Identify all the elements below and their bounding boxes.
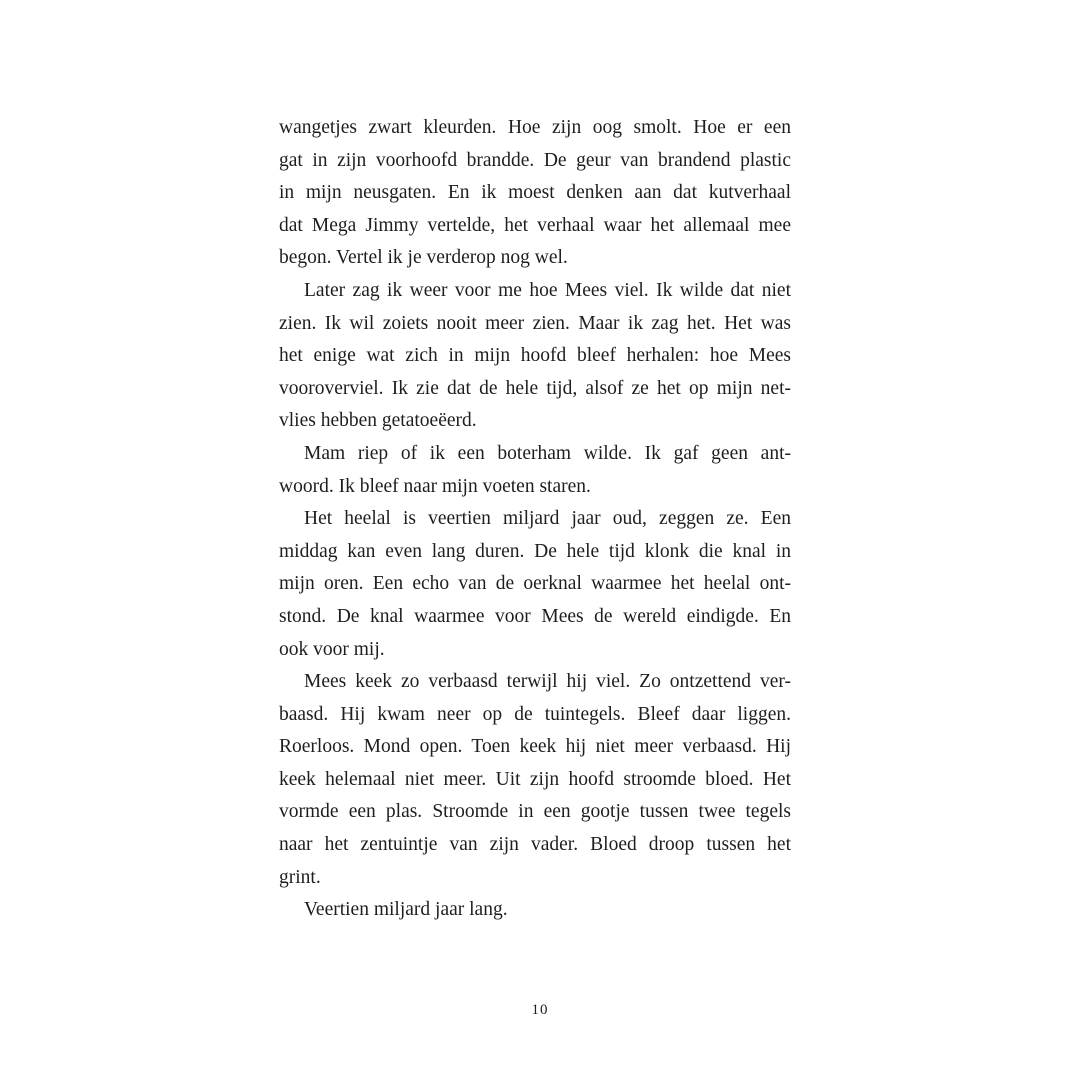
text-line: vormde een plas. Stroomde in een gootje tussen twee tegels bbox=[279, 801, 791, 823]
text-line: vlies hebben getatoeëerd. bbox=[279, 410, 477, 432]
text-line: het enige wat zich in mijn hoofd bleef herhalen: hoe Mees bbox=[279, 345, 791, 367]
text-line: Mees keek zo verbaasd terwijl hij viel. Zo ontzettend ver- bbox=[304, 671, 791, 693]
text-line: mijn oren. Een echo van de oerknal waarmee het heelal ont- bbox=[279, 573, 791, 595]
text-line: stond. De knal waarmee voor Mees de wereld eindigde. En bbox=[279, 605, 791, 627]
text-line: keek helemaal niet meer. Uit zijn hoofd stroomde bloed. Het bbox=[279, 768, 791, 790]
text-line: Mam riep of ik een boterham wilde. Ik gaf geen ant- bbox=[304, 442, 791, 464]
text-line: woord. Ik bleef naar mijn voeten staren. bbox=[279, 475, 591, 497]
text-line: ook voor mij. bbox=[279, 638, 385, 660]
paragraph bbox=[279, 894, 791, 927]
paragraph bbox=[279, 666, 791, 894]
text-line: gat in zijn voorhoofd brandde. De geur van brandend plastic bbox=[279, 149, 791, 171]
page-number: 10 bbox=[531, 1002, 549, 1018]
text-line: Het heelal is veertien miljard jaar oud, zeggen ze. Een bbox=[304, 508, 791, 530]
text-line: dat Mega Jimmy vertelde, het verhaal waar het allemaal mee bbox=[279, 214, 791, 236]
text-line: Later zag ik weer voor me hoe Mees viel. Ik wilde dat niet bbox=[304, 279, 791, 301]
text-line: begon. Vertel ik je verderop nog wel. bbox=[279, 247, 568, 269]
body-text bbox=[279, 112, 791, 927]
text-line: naar het zentuintje van zijn vader. Bloed droop tussen het bbox=[279, 834, 791, 856]
text-line: in mijn neusgaten. En ik moest denken aan dat kutverhaal bbox=[279, 182, 791, 204]
paragraph bbox=[279, 112, 791, 275]
text-line: baasd. Hij kwam neer op de tuintegels. Bleef daar liggen. bbox=[279, 703, 791, 725]
text-line: grint. bbox=[279, 866, 321, 888]
paragraph bbox=[279, 503, 791, 666]
text-line: Veertien miljard jaar lang. bbox=[304, 899, 508, 921]
text-line: vooroverviel. Ik zie dat de hele tijd, alsof ze het op mijn net- bbox=[279, 377, 791, 399]
text-line: zien. Ik wil zoiets nooit meer zien. Maar ik zag het. Het was bbox=[279, 312, 791, 334]
paragraph bbox=[279, 275, 791, 438]
text-line: wangetjes zwart kleurden. Hoe zijn oog smolt. Hoe er een bbox=[279, 117, 791, 138]
text-line: Roerloos. Mond open. Toen keek hij niet meer verbaasd. Hij bbox=[279, 736, 791, 758]
paragraph bbox=[279, 438, 791, 503]
text-line: middag kan even lang duren. De hele tijd klonk die knal in bbox=[279, 540, 791, 562]
